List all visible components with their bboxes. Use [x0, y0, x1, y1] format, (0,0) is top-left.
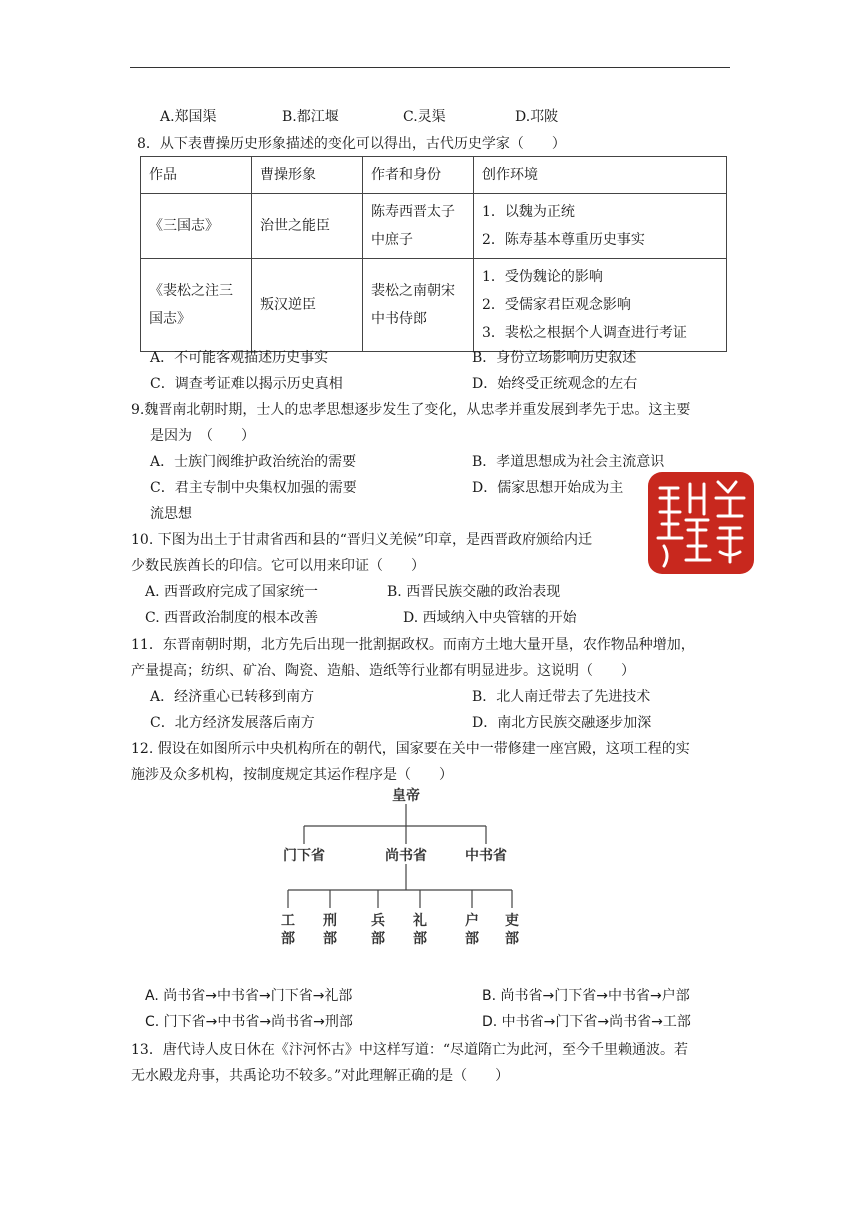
- cell-line: 1．受伪魏论的影响: [482, 269, 603, 285]
- table-cell: [474, 194, 727, 259]
- q12-stem-line2: 施涉及众多机构，按制度规定其运作程序是（ ）: [131, 767, 453, 783]
- seal-image: [646, 468, 756, 578]
- org-level3-item: 户部: [465, 913, 479, 947]
- q9-stem-line1: 9.魏晋南北朝时期，士人的忠孝思想逐步发生了变化，从忠孝并重发展到孝先于忠。这主要: [131, 402, 691, 418]
- q8-option-b: B．身份立场影响历史叙述: [472, 350, 637, 366]
- q9-stem-line2: 是因为 （ ）: [150, 428, 255, 444]
- q9-option-c: C．君主专制中央集权加强的需要: [150, 480, 357, 496]
- q12-option-a: A. 尚书省→中书省→门下省→礼部: [145, 988, 353, 1004]
- q11-stem-line1: 11．东晋南朝时期，北方先后出现一批割据政权。而南方土地大量开垦，农作物品种增加，: [131, 637, 695, 653]
- q10-stem-line1: 10. 下图为出土于甘肃省西和县的“晋归义羌候”印章，是西晋政府颁给内迁: [131, 532, 593, 548]
- table-row: [141, 194, 727, 259]
- q11-stem-line2: 产量提高；纺织、矿冶、陶瓷、造船、造纸等行业都有明显进步。这说明（ ）: [131, 663, 635, 679]
- table-cell: [363, 259, 474, 352]
- q10-option-d: D. 西域纳入中央管辖的开始: [403, 610, 577, 626]
- table-cell: [363, 194, 474, 259]
- table-cell: 治世之能臣: [252, 194, 363, 259]
- table-header-cell: 作品: [141, 157, 252, 194]
- cell-line: 国志》: [149, 311, 191, 327]
- table-cell: [141, 259, 252, 352]
- q13-stem-line2: 无水殿龙舟事，共禹论功不较多。”对此理解正确的是（ ）: [131, 1068, 510, 1084]
- header-rule: [130, 67, 730, 68]
- q7-option-b: B.都江堰: [282, 109, 339, 125]
- table-cell: 《三国志》: [141, 194, 252, 259]
- org-level3-item: 吏部: [505, 913, 519, 947]
- q9-option-b: B．孝道思想成为社会主流意识: [472, 454, 665, 470]
- q11-option-b: B．北人南迁带去了先进技术: [472, 689, 651, 705]
- cell-line: 陈寿西晋太子: [371, 204, 455, 220]
- q8-option-c: C．调查考证难以揭示历史真相: [150, 376, 343, 392]
- org-level3-item: 工部: [281, 913, 295, 947]
- q8-table: [140, 156, 727, 352]
- cell-line: 3．裴松之根据个人调查进行考证: [482, 325, 687, 341]
- cell-line: 2．受儒家君臣观念影响: [482, 297, 631, 313]
- q10-option-a: A. 西晋政府完成了国家统一: [145, 584, 319, 600]
- table-row: [141, 259, 727, 352]
- cell-line: 1．以魏为正统: [482, 204, 575, 220]
- org-level3-item: 兵部: [371, 913, 385, 947]
- org-level2-item: 门下省: [283, 848, 325, 864]
- cell-line: 裴松之南朝宋: [371, 283, 455, 299]
- org-top: 皇帝: [392, 788, 420, 804]
- table-header-cell: 作者和身份: [363, 157, 474, 194]
- table-cell: [474, 259, 727, 352]
- q9-option-d-cont: 流思想: [150, 506, 192, 522]
- q7-option-d: D.邛陂: [515, 109, 559, 125]
- org-level2-item: 中书省: [465, 848, 507, 864]
- table-header-cell: 创作环境: [474, 157, 727, 194]
- table-header-row: [141, 157, 727, 194]
- q8-stem: 8．从下表曹操历史形象描述的变化可以得出，古代历史学家（ ）: [137, 136, 566, 152]
- q10-option-c: C. 西晋政治制度的根本改善: [145, 610, 319, 626]
- table-header-cell: 曹操形象: [252, 157, 363, 194]
- q10-option-b: B. 西晋民族交融的政治表现: [387, 584, 561, 600]
- cell-line: 《裴松之注三: [149, 283, 233, 299]
- org-level3-item: 刑部: [323, 913, 337, 947]
- q11-option-a: A．经济重心已转移到南方: [150, 689, 315, 705]
- q9-option-d: D．儒家思想开始成为主: [472, 480, 624, 496]
- q8-option-a: A．不可能客观描述历史事实: [150, 350, 329, 366]
- q12-stem-line1: 12. 假设在如图所示中央机构所在的朝代，国家要在关中一带修建一座宫殿，这项工程的实: [131, 741, 690, 757]
- cell-line: 中书侍郎: [371, 311, 427, 327]
- q11-option-c: C．北方经济发展落后南方: [150, 715, 315, 731]
- q13-stem-line1: 13．唐代诗人皮日休在《汴河怀古》中这样写道：“尽道隋亡为此河，至今千里赖通波。若: [131, 1042, 688, 1058]
- q12-option-c: C. 门下省→中书省→尚书省→刑部: [145, 1014, 353, 1030]
- cell-line: 中庶子: [371, 232, 413, 248]
- q7-option-c: C.灵渠: [403, 109, 446, 125]
- q11-option-d: D．南北方民族交融逐步加深: [472, 715, 652, 731]
- q12-option-d: D. 中书省→门下省→尚书省→工部: [482, 1014, 691, 1030]
- q7-option-a: A.郑国渠: [160, 109, 217, 125]
- q12-option-b: B. 尚书省→门下省→中书省→户部: [482, 988, 690, 1004]
- q9-option-a: A．士族门阀维护政治统治的需要: [150, 454, 357, 470]
- org-level2-item: 尚书省: [385, 848, 427, 864]
- table-cell: 叛汉逆臣: [252, 259, 363, 352]
- org-chart: [260, 786, 560, 956]
- org-level3-item: 礼部: [413, 913, 427, 947]
- cell-line: 2．陈寿基本尊重历史事实: [482, 232, 645, 248]
- q8-option-d: D．始终受正统观念的左右: [472, 376, 638, 392]
- q10-stem-line2: 少数民族酋长的印信。它可以用来印证（ ）: [131, 558, 425, 574]
